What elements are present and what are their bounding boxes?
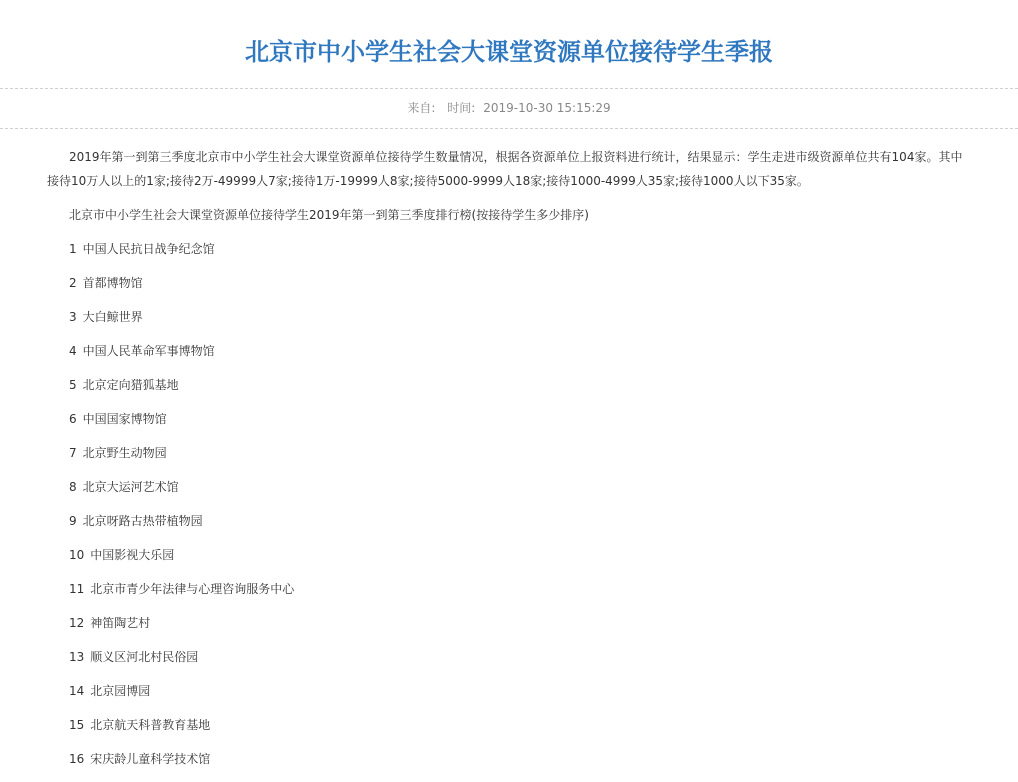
ranking-name: 首都博物馆 bbox=[82, 276, 143, 290]
ranking-number: 6 bbox=[69, 412, 77, 426]
page-title: 北京市中小学生社会大课堂资源单位接待学生季报 bbox=[245, 38, 773, 66]
ranking-number: 9 bbox=[69, 514, 77, 528]
ranking-name: 北京航天科普教育基地 bbox=[90, 718, 211, 732]
source-label: 来自: bbox=[407, 101, 436, 115]
ranking-heading: 北京市中小学生社会大课堂资源单位接待学生2019年第一到第三季度排行榜(按接待学生多少排序) bbox=[69, 208, 589, 222]
ranking-name: 大白鲸世界 bbox=[82, 310, 143, 324]
ranking-name: 北京野生动物园 bbox=[82, 446, 167, 460]
ranking-name: 北京市青少年法律与心理咨询服务中心 bbox=[90, 582, 295, 596]
ranking-item bbox=[47, 339, 972, 373]
title-divider bbox=[0, 88, 1018, 89]
ranking-item bbox=[47, 441, 972, 475]
publish-time: 2019-10-30 15:15:29 bbox=[483, 101, 611, 115]
ranking-item bbox=[47, 543, 972, 577]
ranking-list bbox=[47, 237, 972, 781]
ranking-number: 13 bbox=[69, 650, 85, 664]
ranking-number: 11 bbox=[69, 582, 85, 596]
ranking-name: 中国人民抗日战争纪念馆 bbox=[82, 242, 215, 256]
time-label: 时间: bbox=[447, 101, 476, 115]
ranking-name: 中国人民革命军事博物馆 bbox=[82, 344, 215, 358]
ranking-item bbox=[47, 747, 972, 781]
ranking-name: 北京定向猎狐基地 bbox=[82, 378, 179, 392]
ranking-number: 3 bbox=[69, 310, 77, 324]
ranking-number: 7 bbox=[69, 446, 77, 460]
ranking-number: 12 bbox=[69, 616, 85, 630]
ranking-name: 神笛陶艺村 bbox=[90, 616, 151, 630]
ranking-name: 北京园博园 bbox=[90, 684, 151, 698]
article-meta bbox=[0, 99, 1018, 117]
ranking-item bbox=[47, 679, 972, 713]
ranking-number: 14 bbox=[69, 684, 85, 698]
ranking-name: 中国影视大乐园 bbox=[90, 548, 175, 562]
ranking-number: 1 bbox=[69, 242, 77, 256]
ranking-item bbox=[47, 611, 972, 645]
ranking-number: 4 bbox=[69, 344, 77, 358]
ranking-item bbox=[47, 407, 972, 441]
ranking-name: 中国国家博物馆 bbox=[82, 412, 167, 426]
ranking-number: 16 bbox=[69, 752, 85, 766]
ranking-item bbox=[47, 237, 972, 271]
intro-paragraph: 2019年第一到第三季度北京市中小学生社会大课堂资源单位接待学生数量情况，根据各资源单位上报资料进行统计，结果显示：学生走进市级资源单位共有104家。其中接待10万人以上的1家;接待2万-49999人7家;接待1万-19999人8家;接待5000-9999人18家;接待1000-4999人35家;接待1000人以下35家。 bbox=[47, 150, 963, 188]
ranking-number: 15 bbox=[69, 718, 85, 732]
ranking-item bbox=[47, 271, 972, 305]
ranking-number: 5 bbox=[69, 378, 77, 392]
ranking-name: 宋庆龄儿童科学技术馆 bbox=[90, 752, 211, 766]
ranking-item bbox=[47, 577, 972, 611]
ranking-item bbox=[47, 645, 972, 679]
ranking-number: 2 bbox=[69, 276, 77, 290]
article-body bbox=[47, 145, 972, 781]
ranking-name: 北京大运河艺术馆 bbox=[82, 480, 179, 494]
ranking-item bbox=[47, 373, 972, 407]
ranking-item bbox=[47, 509, 972, 543]
ranking-item bbox=[47, 305, 972, 339]
ranking-number: 8 bbox=[69, 480, 77, 494]
ranking-name: 顺义区河北村民俗园 bbox=[90, 650, 199, 664]
meta-divider bbox=[0, 128, 1018, 129]
ranking-item bbox=[47, 713, 972, 747]
ranking-name: 北京呀路古热带植物园 bbox=[82, 514, 203, 528]
ranking-number: 10 bbox=[69, 548, 85, 562]
ranking-item bbox=[47, 475, 972, 509]
